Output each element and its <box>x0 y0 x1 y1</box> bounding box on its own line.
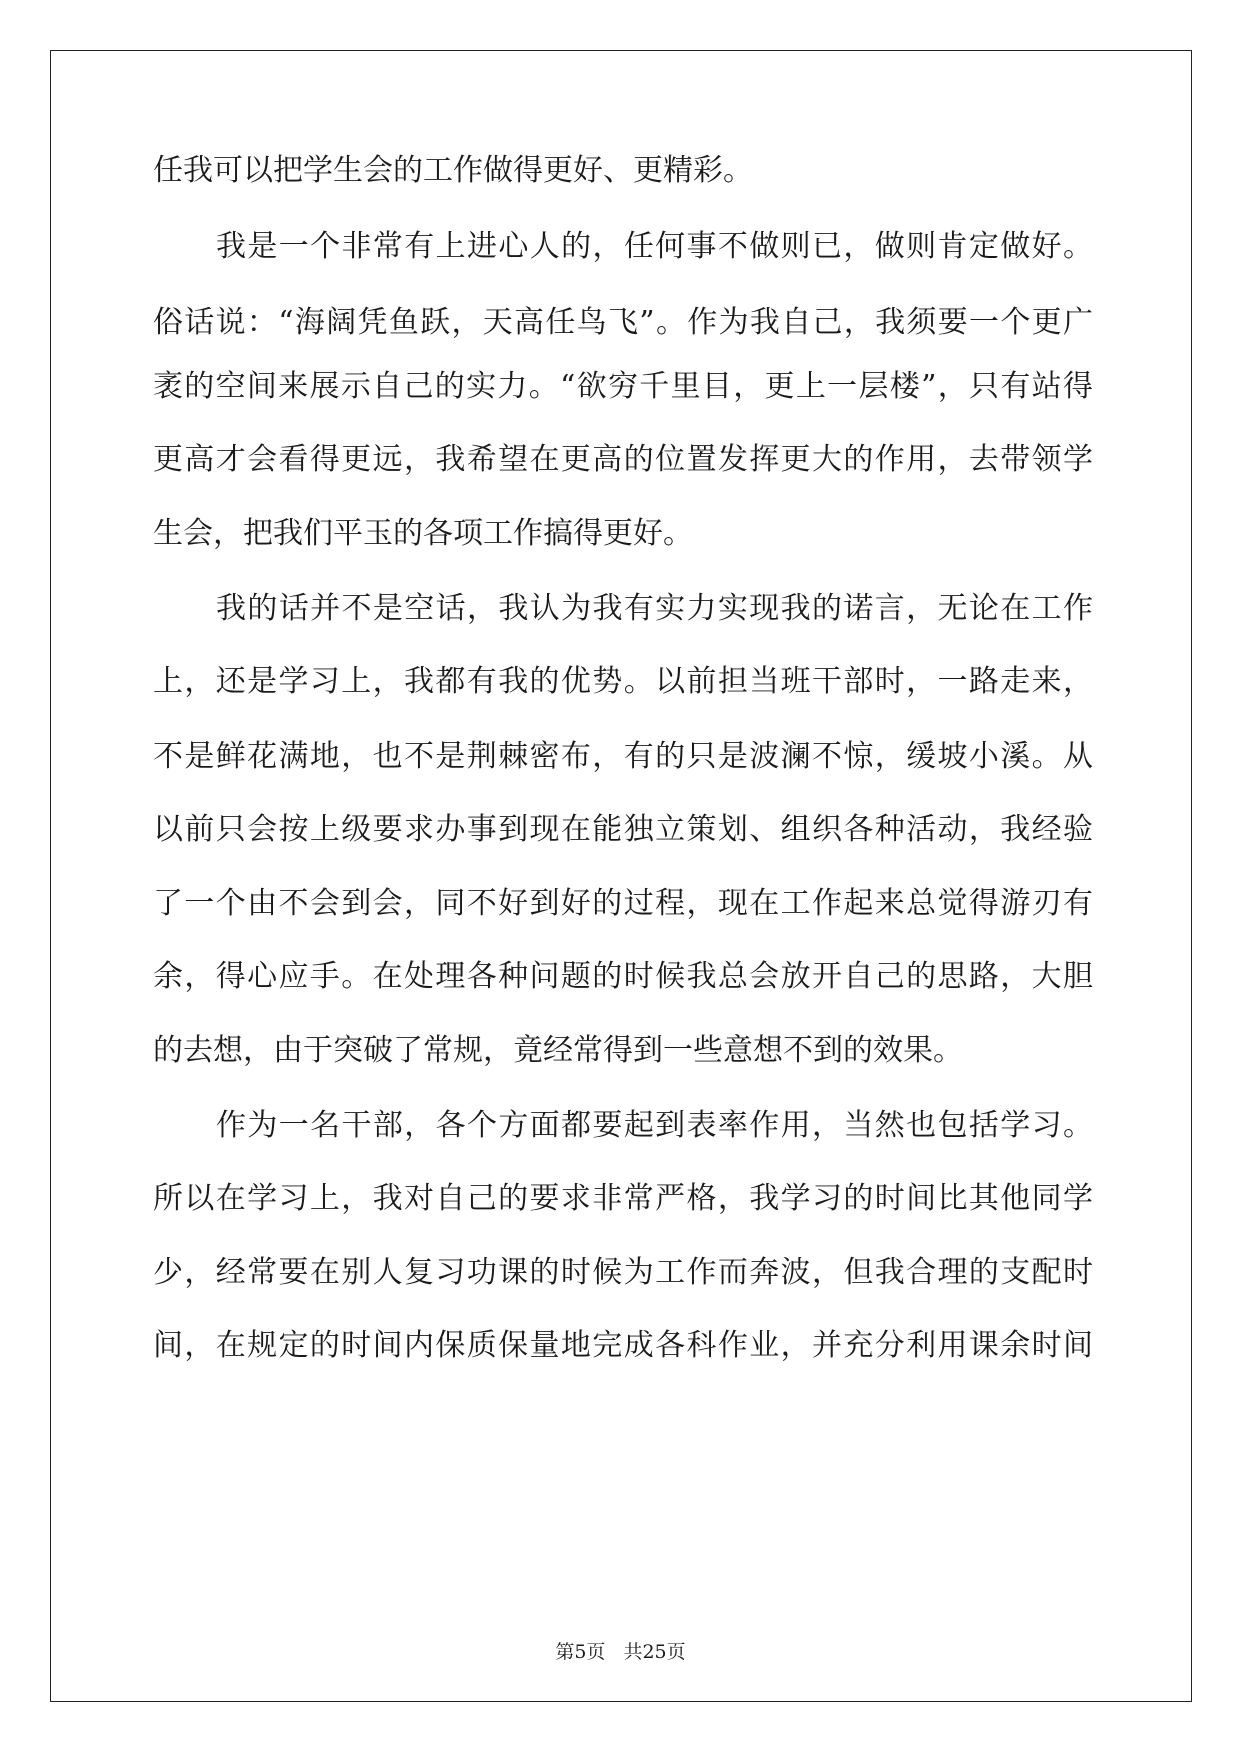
text-line: 少，经常要在别人复习功课的时候为工作而奔波，但我合理的支配时 <box>153 1255 1093 1290</box>
text-line: 袤的空间来展示自己的实力。“欲穷千里目，更上一层楼”，只有站得 <box>153 369 1093 404</box>
text-line: 所以在学习上，我对自己的要求非常严格，我学习的时间比其他同学 <box>153 1181 1093 1216</box>
paragraph-first-line: 作为一名干部，各个方面都要起到表率作用，当然也包括学习。 <box>216 1108 1093 1143</box>
text-line: 余，得心应手。在处理各种问题的时候我总会放开自己的思路，大胆 <box>153 959 1093 994</box>
page-total: 共25页 <box>623 1641 686 1663</box>
text-line: 生会，把我们平玉的各项工作搞得更好。 <box>153 516 693 551</box>
paragraph-first-line: 我是一个非常有上进心人的，任何事不做则已，做则肯定做好。 <box>216 229 1093 264</box>
text-line: 不是鲜花满地，也不是荆棘密布，有的只是波澜不惊，缓坡小溪。从 <box>153 739 1093 774</box>
text-line: 以前只会按上级要求办事到现在能独立策划、组织各种活动，我经验 <box>153 812 1093 847</box>
page-footer <box>0 1640 1241 1664</box>
text-line: 了一个由不会到会，同不好到好的过程，现在工作起来总觉得游刃有 <box>153 886 1093 921</box>
page-number: 第5页 <box>555 1641 606 1663</box>
page-frame <box>50 50 1192 1702</box>
text-line: 俗话说：“海阔凭鱼跃，天高任鸟飞”。作为我自己，我须要一个更广 <box>153 305 1093 340</box>
text-line: 更高才会看得更远，我希望在更高的位置发挥更大的作用，去带领学 <box>153 442 1093 477</box>
paragraph-first-line: 我的话并不是空话，我认为我有实力实现我的诺言，无论在工作 <box>216 591 1093 626</box>
text-line: 上，还是学习上，我都有我的优势。以前担当班干部时，一路走来， <box>153 664 1093 699</box>
text-line: 任我可以把学生会的工作做得更好、更精彩。 <box>153 153 753 188</box>
text-line: 的去想，由于突破了常规，竟经常得到一些意想不到的效果。 <box>153 1033 963 1068</box>
text-line: 间，在规定的时间内保质保量地完成各科作业，并充分利用课余时间 <box>153 1328 1093 1363</box>
